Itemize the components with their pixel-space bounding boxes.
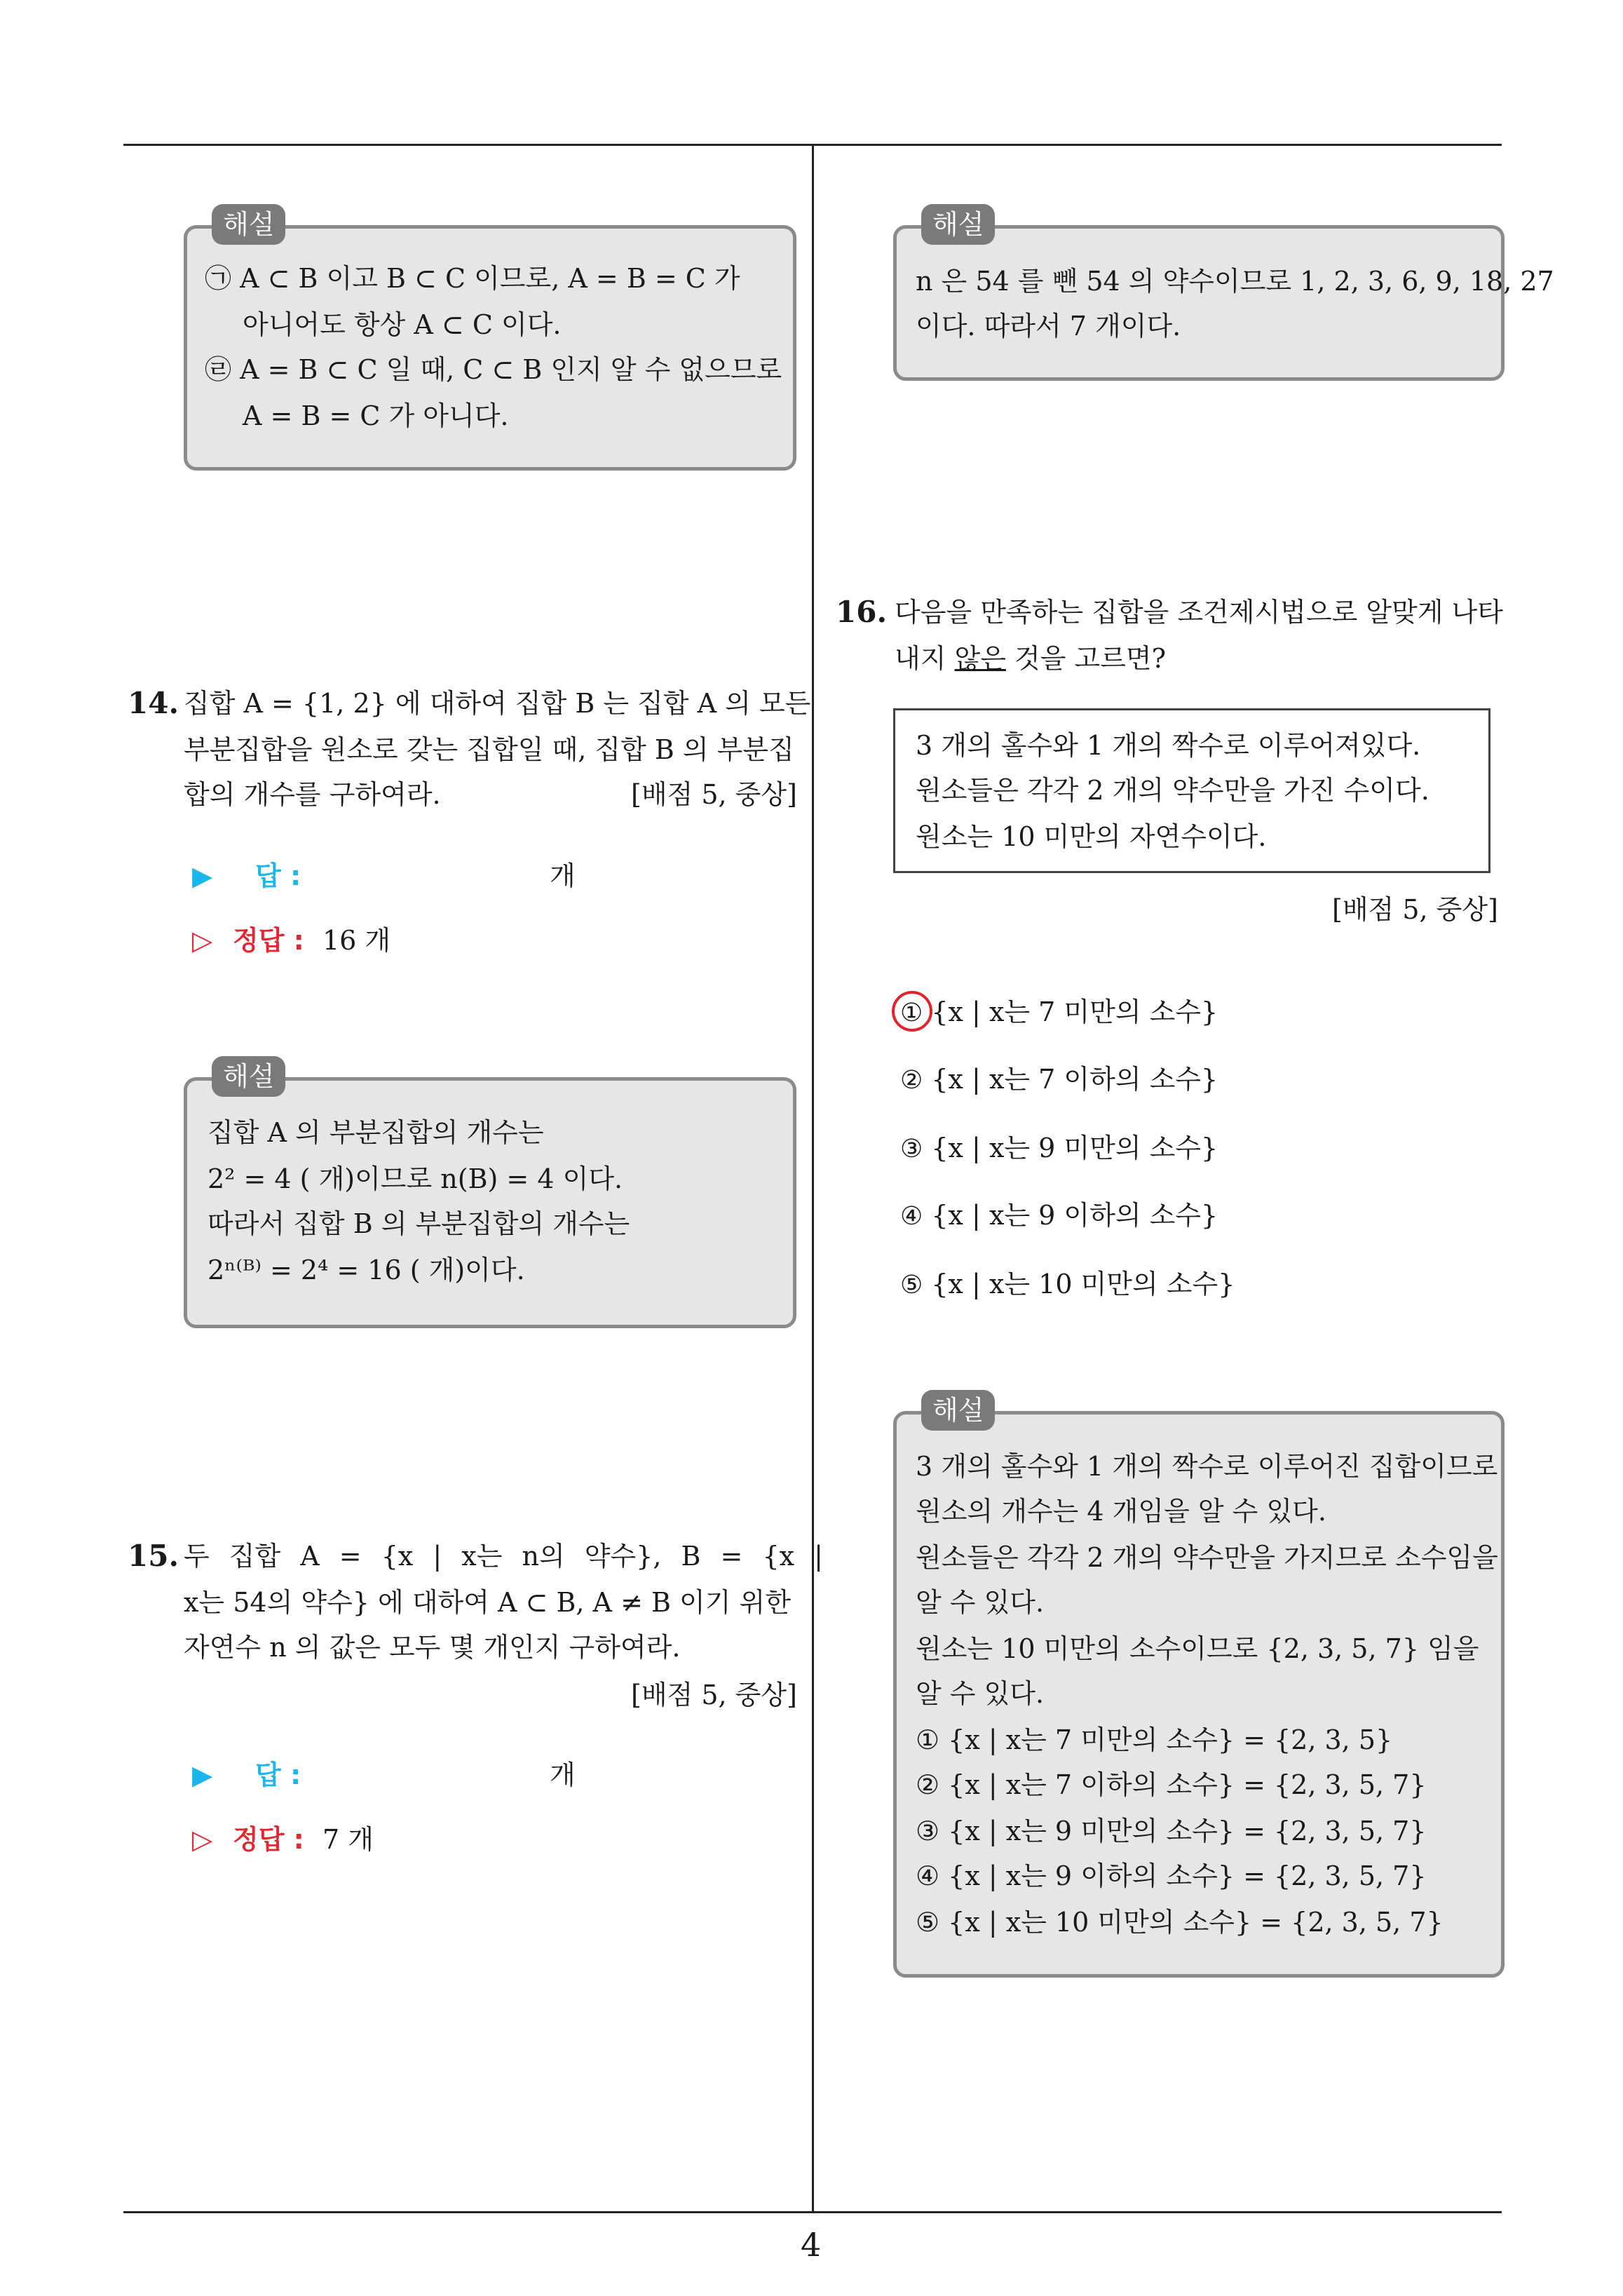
option-3[interactable]: ③ {x | x는 9 미만의 소수} <box>900 1133 1218 1163</box>
solution-16-line: ④ {x | x는 9 이하의 소수} = {2, 3, 5, 7} <box>916 1861 1427 1891</box>
solution-16-line: ② {x | x는 7 이하의 소수} = {2, 3, 5, 7} <box>916 1769 1427 1800</box>
solution-15-line: 이다. 따라서 7 개이다. <box>916 311 1181 342</box>
page-number: 4 <box>801 2226 822 2264</box>
solution-13-line: ㉠ A ⊂ B 이고 B ⊂ C 이므로, A = B = C 가 <box>205 263 740 294</box>
question-15-points: [배점 5, 중상] <box>631 1680 797 1710</box>
question-14-answer-label: 답 : <box>255 860 301 891</box>
answer-arrow-icon: ▶ <box>192 1760 213 1790</box>
question-15-answer-label: 답 : <box>255 1760 301 1790</box>
option-1[interactable]: ① {x | x는 7 미만의 소수} <box>900 997 1218 1027</box>
question-15-line: x는 54의 약수} 에 대하여 A ⊂ B, A ≠ B 이기 위한 <box>184 1587 791 1618</box>
question-15-line: 자연수 n 의 값은 모두 몇 개인지 구하여라. <box>184 1632 681 1663</box>
solution-14-line: 2ⁿ⁽ᴮ⁾ = 2⁴ = 16 ( 개)이다. <box>208 1255 525 1285</box>
question-15-answer-unit: 개 <box>550 1760 576 1790</box>
question-15-correct-value: 7 개 <box>322 1824 374 1855</box>
question-15-correct-label: 정답 : <box>233 1824 304 1855</box>
answer-arrow-icon: ▶ <box>192 860 213 891</box>
solution-16-line: 3 개의 홀수와 1 개의 짝수로 이루어진 집합이므로 <box>916 1451 1498 1482</box>
solution-15-tag: 해설 <box>921 204 995 245</box>
solution-16-line: ① {x | x는 7 미만의 소수} = {2, 3, 5} <box>916 1724 1393 1755</box>
question-14-line: 집합 A = {1, 2} 에 대하여 집합 B 는 집합 A 의 모든 <box>184 688 811 719</box>
emphasis-underline: 않은 <box>954 643 1006 674</box>
solution-16-line: 알 수 있다. <box>916 1678 1045 1709</box>
solution-16-line: ⑤ {x | x는 10 미만의 소수} = {2, 3, 5, 7} <box>916 1907 1444 1938</box>
solution-13-line: A = B = C 가 아니다. <box>243 400 509 431</box>
solution-16-line: 원소들은 각각 2 개의 약수만을 가지므로 소수임을 <box>916 1542 1498 1573</box>
correct-arrow-icon: ▷ <box>192 1824 213 1855</box>
solution-16-line: 알 수 있다. <box>916 1587 1045 1618</box>
question-14-line: 부분집합을 원소로 갖는 집합일 때, 집합 B 의 부분집 <box>184 734 794 765</box>
solution-14-tag: 해설 <box>212 1056 285 1097</box>
question-16-line: 다음을 만족하는 집합을 조건제시법으로 알맞게 나타 <box>895 597 1503 628</box>
question-16-line: 내지 않은 것을 고르면? <box>895 643 1166 674</box>
question-14-answer-unit: 개 <box>550 860 576 891</box>
question-14-correct-label: 정답 : <box>233 925 304 956</box>
question-15-line: 두 집합 A = {x | x는 n의 약수}, B = {x | <box>184 1541 823 1572</box>
solution-14-line: 따라서 집합 B 의 부분집합의 개수는 <box>208 1208 630 1239</box>
question-14-points: [배점 5, 중상] <box>631 779 797 810</box>
solution-13-line: ㉣ A = B ⊂ C 일 때, C ⊂ B 인지 알 수 없으므로 <box>205 354 782 385</box>
question-14-correct-value: 16 개 <box>322 925 391 956</box>
question-16-number: 16. <box>836 595 888 629</box>
solution-13-tag: 해설 <box>212 204 285 245</box>
solution-14-line: 2² = 4 ( 개)이므로 n(B) = 4 이다. <box>208 1163 623 1194</box>
question-15-number: 15. <box>128 1539 179 1573</box>
solution-16-line: 원소는 10 미만의 소수이므로 {2, 3, 5, 7} 임을 <box>916 1633 1479 1664</box>
solution-14-line: 집합 A 의 부분집합의 개수는 <box>208 1117 544 1148</box>
option-5[interactable]: ⑤ {x | x는 10 미만의 소수} <box>900 1269 1235 1299</box>
column-divider <box>812 144 814 2213</box>
solution-16-tag: 해설 <box>921 1390 995 1431</box>
solution-13-line: 아니어도 항상 A ⊂ C 이다. <box>243 309 562 340</box>
question-14-number: 14. <box>128 686 179 720</box>
condition-line: 원소들은 각각 2 개의 약수만을 가진 수이다. <box>916 775 1430 806</box>
question-16-points: [배점 5, 중상] <box>1332 894 1498 925</box>
correct-arrow-icon: ▷ <box>192 925 213 956</box>
solution-15-line: n 은 54 를 뺀 54 의 약수이므로 1, 2, 3, 6, 9, 18, 27 <box>916 266 1554 297</box>
option-4[interactable]: ④ {x | x는 9 이하의 소수} <box>900 1200 1218 1231</box>
condition-line: 3 개의 홀수와 1 개의 짝수로 이루어져있다. <box>916 730 1421 761</box>
option-2[interactable]: ② {x | x는 7 이하의 소수} <box>900 1064 1218 1095</box>
question-14-line: 합의 개수를 구하여라. <box>184 779 441 810</box>
condition-line: 원소는 10 미만의 자연수이다. <box>916 821 1267 852</box>
solution-16-line: ③ {x | x는 9 미만의 소수} = {2, 3, 5, 7} <box>916 1816 1427 1846</box>
solution-16-line: 원소의 개수는 4 개임을 알 수 있다. <box>916 1496 1326 1527</box>
